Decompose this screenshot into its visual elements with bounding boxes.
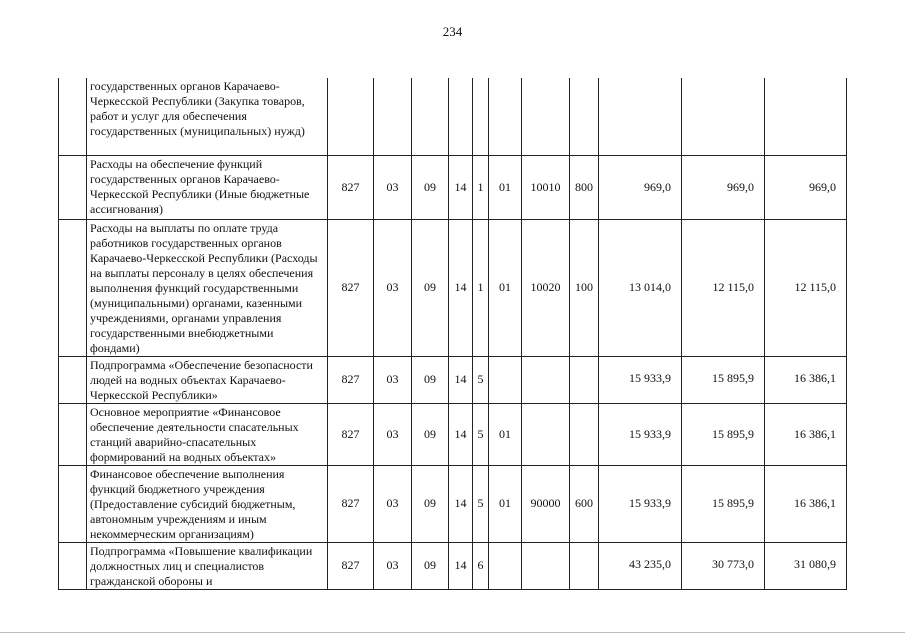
amount-1-cell: 13 014,0 [599,219,682,356]
program-cell: 14 [449,356,473,403]
table-row [59,78,847,155]
description-cell: Основное мероприятие «Финансовое обеспечение деятельности спасательных станций аварийно-спасательных формирований на водных объектах» [87,403,328,465]
section-cell: 03 [374,155,412,219]
program-cell: 14 [449,155,473,219]
amount-2-cell: 15 895,9 [682,356,765,403]
subprogram-cell: 5 [473,403,489,465]
direction-cell: 10020 [522,219,570,356]
table-body [59,78,847,589]
subprogram-cell [473,78,489,155]
table-row [59,219,847,356]
amount-1-cell: 969,0 [599,155,682,219]
amount-1-cell: 15 933,9 [599,403,682,465]
event-cell: 01 [489,465,522,542]
table-row [59,403,847,465]
event-cell: 01 [489,155,522,219]
expense-type-cell: 100 [570,219,599,356]
table-row [59,465,847,542]
amount-1-cell: 43 235,0 [599,542,682,589]
description-cell: Подпрограмма «Повышение квалификации должностных лиц и специалистов гражданской обороны и [87,542,328,589]
amount-3-cell: 16 386,1 [765,403,847,465]
subsection-cell [412,78,449,155]
page-number: 234 [442,24,463,39]
code-cell: 827 [328,542,374,589]
row-number-cell [59,356,87,403]
subprogram-cell: 5 [473,465,489,542]
direction-cell: 10010 [522,155,570,219]
amount-3-cell: 16 386,1 [765,465,847,542]
row-number-cell [59,542,87,589]
amount-2-cell: 15 895,9 [682,403,765,465]
section-cell: 03 [374,356,412,403]
subsection-cell: 09 [412,356,449,403]
event-cell [489,542,522,589]
expense-type-cell: 800 [570,155,599,219]
amount-1-cell: 15 933,9 [599,356,682,403]
subsection-cell: 09 [412,155,449,219]
subsection-cell: 09 [412,219,449,356]
scan-edge-line [0,632,905,633]
code-cell: 827 [328,219,374,356]
description-cell: Расходы на обеспечение функций государственных органов Карачаево-Черкесской Республики (Иные бюджетные ассигнования) [87,155,328,219]
amount-3-cell: 12 115,0 [765,219,847,356]
code-cell: 827 [328,403,374,465]
description-cell: государственных органов Карачаево-Черкесской Республики (Закупка товаров, работ и услуг для обеспечения государственных (муниципальных) нужд) [87,78,328,155]
code-cell: 827 [328,356,374,403]
direction-cell [522,403,570,465]
section-cell: 03 [374,542,412,589]
amount-2-cell [682,78,765,155]
amount-1-cell [599,78,682,155]
subsection-cell: 09 [412,403,449,465]
amount-3-cell: 16 386,1 [765,356,847,403]
program-cell: 14 [449,465,473,542]
program-cell: 14 [449,542,473,589]
program-cell: 14 [449,403,473,465]
row-number-cell [59,465,87,542]
event-cell [489,356,522,403]
amount-3-cell: 969,0 [765,155,847,219]
row-number-cell [59,78,87,155]
program-cell: 14 [449,219,473,356]
amount-2-cell: 30 773,0 [682,542,765,589]
program-cell [449,78,473,155]
subsection-cell: 09 [412,465,449,542]
subsection-cell: 09 [412,542,449,589]
event-cell: 01 [489,403,522,465]
expense-type-cell: 600 [570,465,599,542]
row-number-cell [59,219,87,356]
section-cell: 03 [374,403,412,465]
amount-2-cell: 15 895,9 [682,465,765,542]
expense-type-cell [570,356,599,403]
amount-3-cell [765,78,847,155]
expense-type-cell [570,78,599,155]
budget-table [58,78,847,590]
amount-2-cell: 12 115,0 [682,219,765,356]
section-cell [374,78,412,155]
amount-2-cell: 969,0 [682,155,765,219]
subprogram-cell: 6 [473,542,489,589]
description-cell: Расходы на выплаты по оплате труда работников государственных органов Карачаево-Черкесской Республики (Расходы на выплаты персоналу в целях обеспечения выполнения функций государственными (муниципальными) органами, казенными учреждениями, органами управления государственными внебюджетными фондами) [87,219,328,356]
expense-type-cell [570,542,599,589]
section-cell: 03 [374,465,412,542]
amount-1-cell: 15 933,9 [599,465,682,542]
event-cell [489,78,522,155]
expense-type-cell [570,403,599,465]
direction-cell [522,356,570,403]
description-cell: Подпрограмма «Обеспечение безопасности людей на водных объектах Карачаево-Черкесской Республики» [87,356,328,403]
subprogram-cell: 1 [473,155,489,219]
section-cell: 03 [374,219,412,356]
direction-cell [522,542,570,589]
direction-cell [522,78,570,155]
code-cell: 827 [328,155,374,219]
table-row [59,542,847,589]
description-cell: Финансовое обеспечение выполнения функций бюджетного учреждения (Предоставление субсидий бюджетным, автономным учреждениям и иным некоммерческим организациям) [87,465,328,542]
amount-3-cell: 31 080,9 [765,542,847,589]
direction-cell: 90000 [522,465,570,542]
event-cell: 01 [489,219,522,356]
table-row [59,356,847,403]
row-number-cell [59,155,87,219]
subprogram-cell: 5 [473,356,489,403]
code-cell [328,78,374,155]
row-number-cell [59,403,87,465]
table-row [59,155,847,219]
subprogram-cell: 1 [473,219,489,356]
code-cell: 827 [328,465,374,542]
